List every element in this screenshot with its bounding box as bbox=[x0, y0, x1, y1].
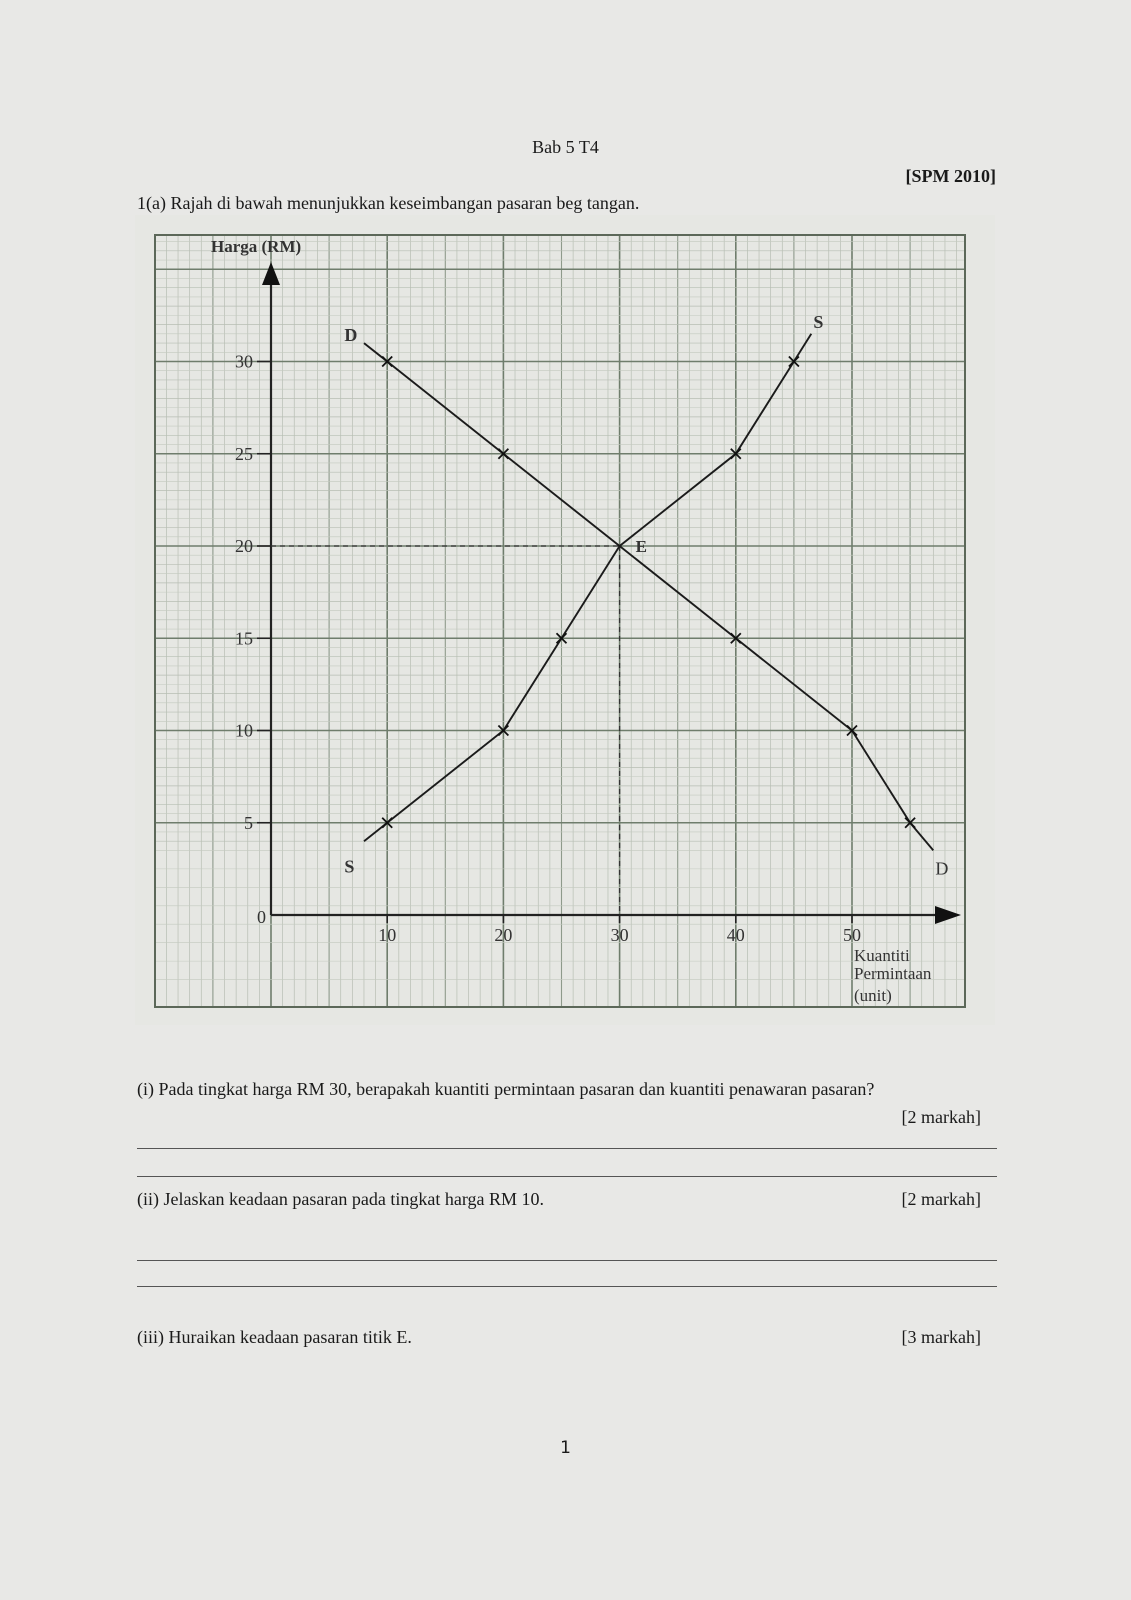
question-part-i-marks: [2 markah] bbox=[901, 1107, 981, 1127]
question-part-i bbox=[137, 1079, 982, 1100]
x-axis-label-line-3: (unit) bbox=[854, 986, 892, 1005]
y-tick-label: 25 bbox=[235, 443, 253, 464]
x-tick-label: 30 bbox=[610, 925, 629, 945]
market-equilibrium-graph bbox=[135, 215, 995, 1025]
y-tick-label: 30 bbox=[235, 351, 253, 372]
x-tick-label: 10 bbox=[378, 925, 397, 945]
answer-line[interactable] bbox=[137, 1260, 997, 1261]
y-tick-label: 10 bbox=[235, 720, 253, 741]
question-part-iii-text: (iii) Huraikan keadaan pasaran titik E. bbox=[137, 1327, 412, 1347]
supply-start-label: S bbox=[344, 856, 355, 877]
x-tick-label: 50 bbox=[843, 925, 861, 945]
chapter-title: Bab 5 T4 bbox=[532, 137, 599, 157]
y-axis-label: Harga (RM) bbox=[211, 237, 302, 256]
y-tick-label: 15 bbox=[235, 628, 253, 649]
question-part-iii-marks: [3 markah] bbox=[901, 1327, 981, 1347]
answer-line[interactable] bbox=[137, 1286, 997, 1287]
equilibrium-label: E bbox=[635, 537, 647, 556]
demand-end-label: D bbox=[935, 858, 949, 879]
question-part-ii-text: (ii) Jelaskan keadaan pasaran pada tingkat harga RM 10. bbox=[137, 1189, 545, 1209]
x-tick-label: 20 bbox=[494, 925, 513, 945]
answer-line[interactable] bbox=[137, 1148, 997, 1149]
demand-start-label: D bbox=[344, 325, 358, 346]
supply-end-label: S bbox=[813, 311, 824, 332]
x-tick-label: 40 bbox=[726, 925, 745, 945]
y-tick-label: 5 bbox=[244, 812, 253, 833]
question-part-ii-marks: [2 markah] bbox=[901, 1189, 981, 1209]
origin-label: 0 bbox=[257, 907, 266, 927]
x-axis-label-line-1: Kuantiti bbox=[854, 946, 910, 965]
question-intro: 1(a) Rajah di bawah menunjukkan keseimbangan pasaran beg tangan. bbox=[137, 193, 640, 213]
exam-reference: [SPM 2010] bbox=[905, 166, 996, 186]
page-number: 1 bbox=[560, 1438, 571, 1458]
x-axis-label-line-2: Permintaan bbox=[854, 964, 932, 983]
y-tick-label: 20 bbox=[235, 536, 253, 556]
answer-line[interactable] bbox=[137, 1176, 997, 1177]
question-part-i-text: (i) Pada tingkat harga RM 30, berapakah kuantiti permintaan pasaran dan kuantiti penawaran pasaran? bbox=[137, 1079, 875, 1099]
